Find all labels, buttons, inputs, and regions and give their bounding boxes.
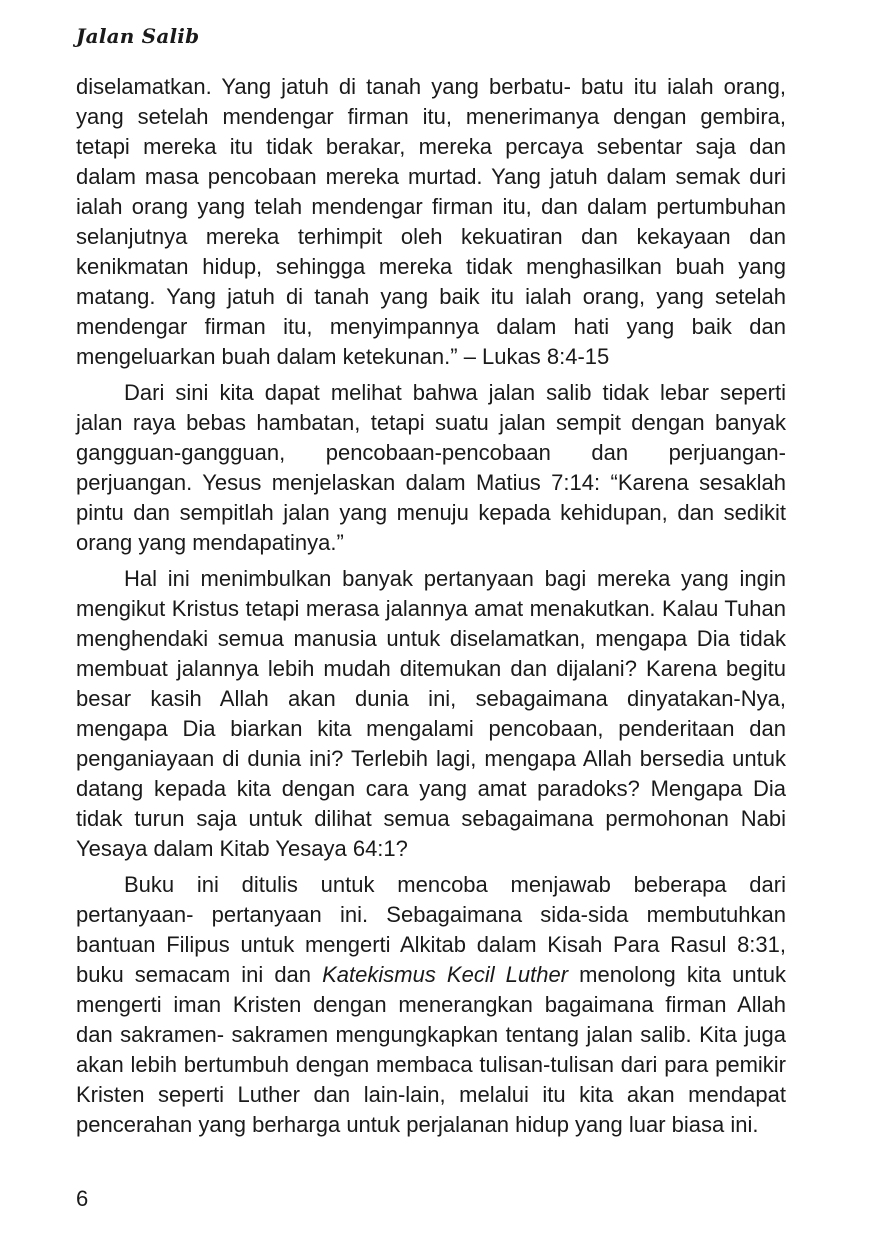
running-header-title: Jalan Salib (76, 24, 200, 48)
book-title-katekismus: Katekismus Kecil Luther (322, 962, 569, 987)
paragraph-4 (76, 870, 786, 1140)
paragraph-4-text-start: Buku ini ditulis untuk mencoba menjawab beberapa dari pertanyaan- pertanyaan ini. Sebagaimana sida-sida membutuhkan bantuan Filipus untuk mengerti Alkitab dalam Kisah Para Rasul 8:31, buku semacam ini dan (76, 872, 786, 987)
paragraph-2: Dari sini kita dapat melihat bahwa jalan salib tidak lebar seperti jalan raya bebas hambatan, tetapi suatu jalan sempit dengan banyak gangguan-gangguan, pencobaan-pencobaan dan perjuangan-perjuangan. Yesus menjelaskan dalam Matius 7:14: “Karena sesaklah pintu dan sempitlah jalan yang menuju kepada kehidupan, dan sedikit orang yang mendapatinya.” (76, 380, 786, 555)
paragraph-4-text-end: menolong kita untuk mengerti iman Kristen dengan menerangkan bagaimana firman Allah dan sakramen- sakramen mengungkapkan tentang jalan salib. Kita juga akan lebih bertumbuh dengan membaca tulisan-tulisan dari para pemikir Kristen seperti Luther dan lain-lain, melalui itu kita akan mendapat pencerahan yang berharga untuk perjalanan hidup yang luar biasa ini. (76, 962, 786, 1137)
paragraph-3: Hal ini menimbulkan banyak pertanyaan bagi mereka yang ingin mengikut Kristus tetapi merasa jalannya amat menakutkan. Kalau Tuhan menghendaki semua manusia untuk diselamatkan, mengapa Dia tidak membuat jalannya lebih mudah ditemukan dan dijalani? Karena begitu besar kasih Allah akan dunia ini, sebagaimana dinyatakan-Nya, mengapa Dia biarkan kita mengalami pencobaan, penderitaan dan penganiayaan di dunia ini? Terlebih lagi, mengapa Allah bersedia untuk datang kepada kita dengan cara yang amat paradoks? Mengapa Dia tidak turun saja untuk dilihat semua sebagaimana permohonan Nabi Yesaya dalam Kitab Yesaya 64:1? (76, 566, 786, 861)
page-body (76, 72, 786, 1146)
page-number: 6 (76, 1186, 89, 1211)
paragraph-1: diselamatkan. Yang jatuh di tanah yang berbatu- batu itu ialah orang, yang setelah mendengar firman itu, menerimanya dengan gembira, tetapi mereka itu tidak berakar, mereka percaya sebentar saja dan dalam masa pencobaan mereka murtad. Yang jatuh dalam semak duri ialah orang yang telah mendengar firman itu, dan dalam pertumbuhan selanjutnya mereka terhimpit oleh kekuatiran dan kekayaan dan kenikmatan hidup, sehingga mereka tidak menghasilkan buah yang matang. Yang jatuh di tanah yang baik itu ialah orang, yang setelah mendengar firman itu, menyimpannya dalam hati yang baik dan mengeluarkan buah dalam ketekunan.” – Lukas 8:4-15 (76, 74, 786, 369)
